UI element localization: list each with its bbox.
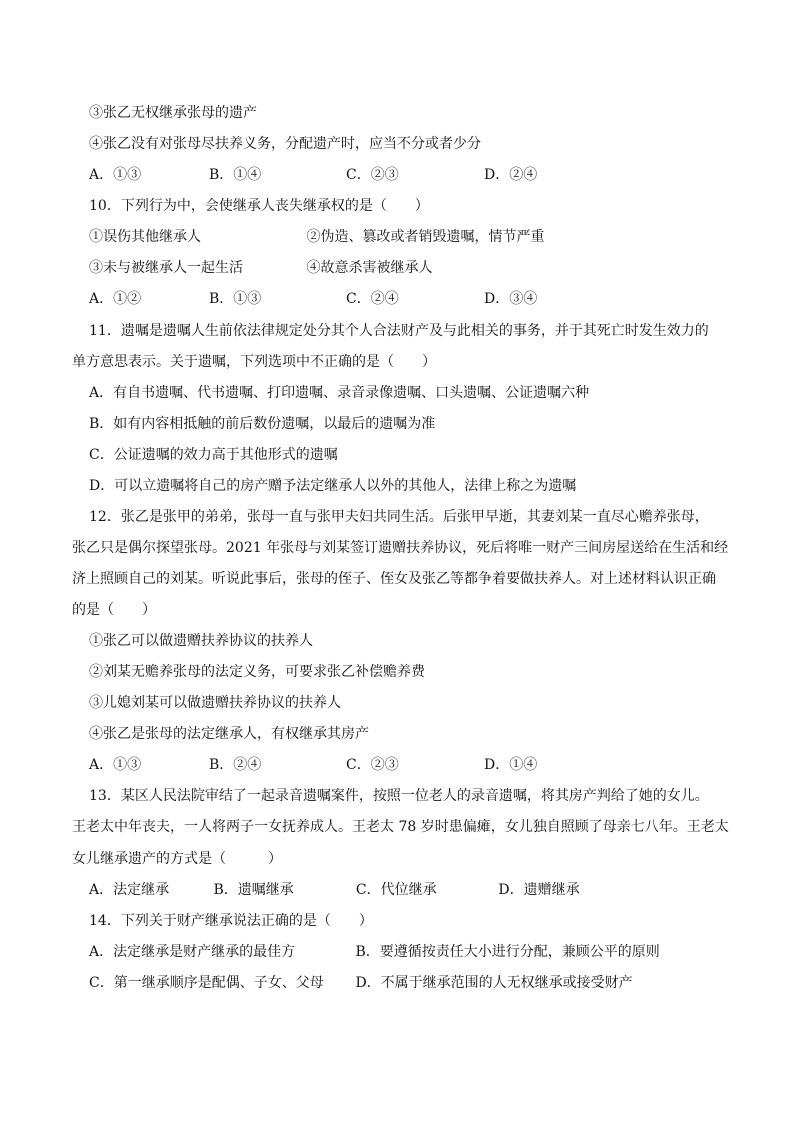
option-c: C．代位继承 [355,882,437,898]
question-12-line1: 12．张乙是张甲的弟弟，张母一直与张甲夫妇共同生活。后张甲早逝，其妻刘某一直尽心赡养张母， [89,509,709,525]
option-c: C．②④ [346,291,399,307]
option-a: A．法定继承 [89,882,170,898]
q12-statement-3: ③儿媳刘某可以做遗赠扶养协议的扶养人 [89,695,341,711]
q11-option-a: A．有自书遗嘱、代书遗嘱、打印遗嘱、录音录像遗嘱、口头遗嘱、公证遗嘱六种 [89,385,590,401]
q12-options [89,755,729,775]
option-c: C．②③ [346,167,399,183]
option-b: B．遗嘱继承 [213,882,294,898]
q10-statements-row1 [89,227,729,247]
statement-3: ③张乙无权继承张母的遗产 [89,105,257,121]
option-c: C．②③ [346,757,399,773]
option-d: D．②④ [484,167,538,183]
statement: ②伪造、篡改或者销毁遗嘱，情节严重 [306,229,545,245]
question-10: 10．下列行为中，会使继承人丧失继承权的是（ ） [89,198,429,214]
q9-options [89,165,729,185]
option-d: D．①④ [484,757,538,773]
question-14: 14．下列关于财产继承说法正确的是（ ） [89,913,373,929]
q10-options [89,289,729,309]
option-a: A．法定继承是财产继承的最佳方 [89,944,296,960]
question-13-line2: 王老太中年丧夫，一人将两子一女抚养成人。王老太 78 岁时患偏瘫，女儿独自照顾了母亲七八年。王老太 [72,819,729,835]
question-12-line2: 张乙只是偶尔探望张母。2021 年张母与刘某签订遗赠扶养协议，死后将唯一财产三间房屋送给在生活和经 [72,540,729,556]
question-11-line1: 11．遗嘱是遗嘱人生前依法律规定处分其个人合法财产及与此相关的事务，并于其死亡时发生效力的 [89,323,709,339]
q12-statement-1: ①张乙可以做遗赠扶养协议的扶养人 [89,633,313,649]
option-a: A．①③ [89,167,142,183]
option-d: D．不属于继承范围的人无权继承或接受财产 [355,975,633,991]
q14-options-row1 [89,942,729,962]
q13-options [89,880,729,900]
option-a: A．①② [89,291,142,307]
statement-4: ④张乙没有对张母尽扶养义务，分配遗产时，应当不分或者少分 [89,136,481,152]
q14-options-row2 [89,973,729,993]
question-12-line3: 济上照顾自己的刘某。听说此事后，张母的侄子、侄女及张乙等都争着要做扶养人。对上述材料认识正确 [72,571,716,587]
option-d: D．遗赠继承 [498,882,580,898]
question-11-line2: 单方意思表示。关于遗嘱，下列选项中不正确的是（ ） [72,354,436,370]
question-13-line3: 女儿继承遗产的方式是（ ） [72,851,282,867]
option-a: A．①③ [89,757,142,773]
q12-statement-4: ④张乙是张母的法定继承人，有权继承其房产 [89,726,369,742]
option-c: C．第一继承顺序是配偶、子女、父母 [89,975,324,991]
statement: ③未与被继承人一起生活 [89,260,243,276]
q10-statements-row2 [89,258,729,278]
option-b: B．①③ [209,291,262,307]
q11-option-b: B．如有内容相抵触的前后数份遗嘱，以最后的遗嘱为准 [89,416,436,432]
q11-option-c: C．公证遗嘱的效力高于其他形式的遗嘱 [89,447,338,463]
q11-option-d: D．可以立遗嘱将自己的房产赠予法定继承人以外的其他人，法律上称之为遗嘱 [89,478,577,494]
option-b: B．②④ [209,757,262,773]
statement: ①误伤其他继承人 [89,229,201,245]
option-b: B．①④ [209,167,262,183]
option-b: B．要遵循按责任大小进行分配，兼顾公平的原则 [355,944,660,960]
q12-statement-2: ②刘某无赡养张母的法定义务，可要求张乙补偿赡养费 [89,664,425,680]
option-d: D．③④ [484,291,538,307]
question-12-line4: 的是（ ） [72,602,156,618]
question-13-line1: 13．某区人民法院审结了一起录音遗嘱案件，按照一位老人的录音遗嘱，将其房产判给了她的女儿。 [89,788,709,804]
statement: ④故意杀害被继承人 [306,260,433,276]
